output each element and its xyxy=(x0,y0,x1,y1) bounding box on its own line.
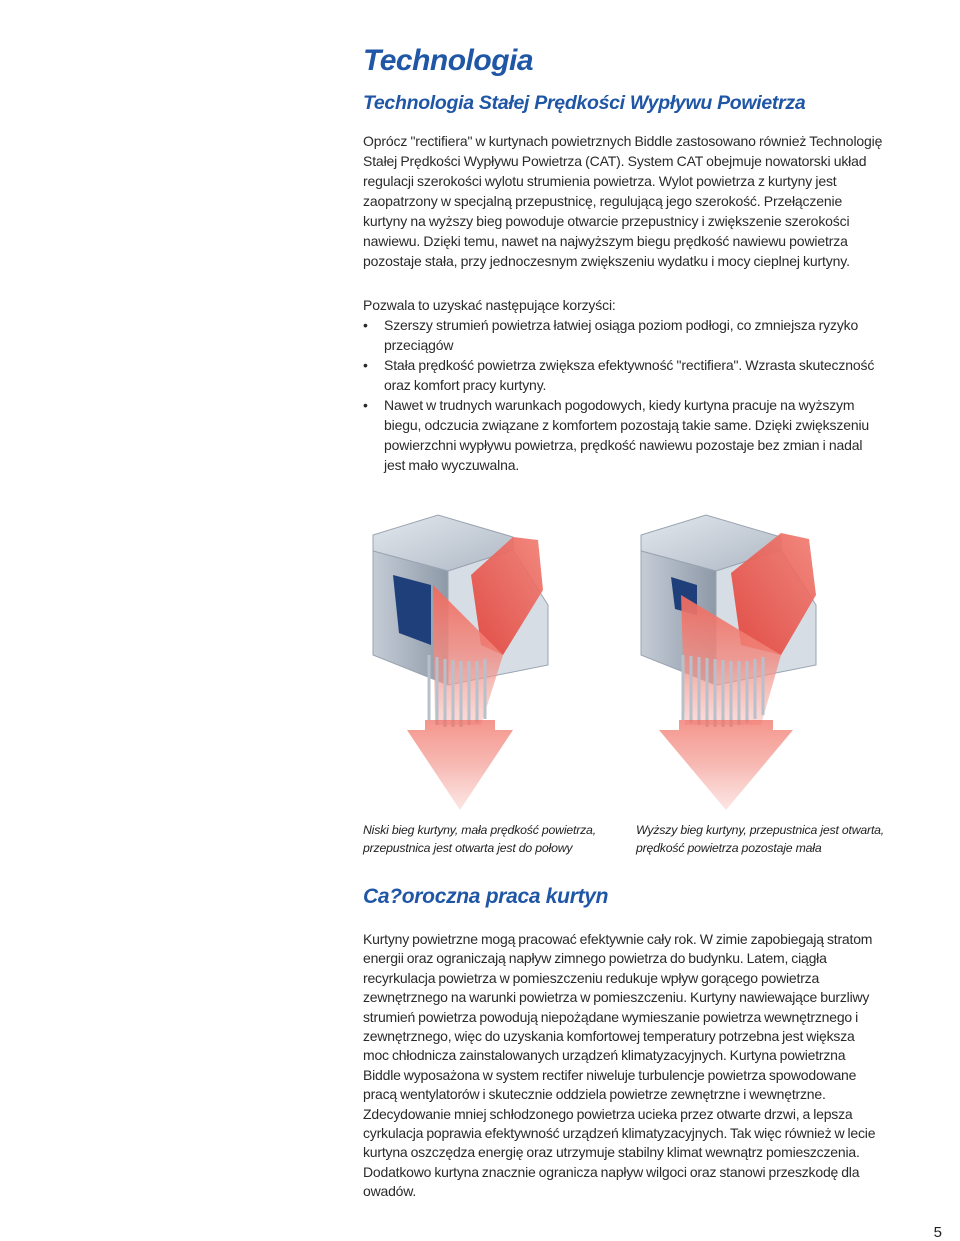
page-title: Technologia xyxy=(363,44,534,77)
caption-low-speed: Niski bieg kurtyny, mała prędkość powietrza, przepustnica jest otwarta jest do połowy xyxy=(363,823,596,855)
benefits-list xyxy=(363,315,883,475)
main-column xyxy=(363,44,883,475)
page-number: 5 xyxy=(933,1224,942,1241)
caption-high-speed: Wyższy bieg kurtyny, przepustnica jest otwarta, prędkość powietrza pozostaje mała xyxy=(636,823,885,855)
intro-paragraph: Oprócz "rectifiera" w kurtynach powietrznych Biddle zastosowano również Technologię Stałej Prędkości Wypływu Powietrza (CAT). System CAT obejmuje nowatorski układ regulacji szerokości wylotu strumienia powietrza. Wylot powietrza z kurtyny jest zaopatrzony w specjalną przepustnicę, regulującą jego szerokość. Przełączenie kurtyny na wyższy bieg powoduje otwarcie przepustnicy i zwiększenie szerokości nawiewu. Dzięki temu, nawet na najwyższym biegu prędkość nawiewu powietrza pozostaje stała, przy jednoczesnym zwiększeniu wydatku i mocy cieplnej kurtyny. xyxy=(363,133,883,269)
air-curtain-diagrams xyxy=(363,505,903,815)
benefit-item: • Szerszy strumień powietrza łatwiej osiąga poziom podłogi, co zmniejsza ryzyko przeciągów xyxy=(363,315,883,355)
year-round-paragraph: Kurtyny powietrzne mogą pracować efektywnie cały rok. W zimie zapobiegają stratom energii oraz ograniczają napływ zimnego powietrza do budynku. Latem, ciągła recyrkulacja powietrza w pomieszczeniu redukuje wpływ gorącego powietrza zewnętrznego na warunki powietrza w pomieszczeniu. Kurtyny nawiewające burzliwy strumień powietrza powodują niepożądane wymieszanie powietrza wewnętrznego i zewnętrznego, więc do uzyskania komfortowej temperatury potrzebna jest większa moc chłodnicza zainstalowanych urządzeń klimatyzacyjnych. Kurtyna powietrzna Biddle wyposażona w system rectifer niweluje turbulencje powietrza spowodowane pracą wentylatorów i skutecznie oddziela powietrze zewnętrzne i wewnętrzne. Zdecydowanie mniej schłodzonego powietrza ucieka przez otwarte drzwi, a lepsza cyrkulacja poprawia efektywność urządzeń klimatyzacyjnych. Tak więc również w lecie kurtyna oszczędza energię oraz utrzymuje stabilny klimat wewnątrz pomieszczenia. Dodatkowo kurtyna znacznie ogranicza napływ wilgoci oraz stanowi przeszkodę dla owadów. xyxy=(363,931,876,1200)
section-heading-year-round: Ca?oroczna praca kurtyn xyxy=(363,885,609,908)
air-outlet-arrow xyxy=(659,720,793,810)
benefit-item: • Stała prędkość powietrza zwiększa efektywność "rectifiera". Wzrasta skuteczność oraz komfort pracy kurtyny. xyxy=(363,355,883,395)
benefit-item: • Nawet w trudnych warunkach pogodowych, kiedy kurtyna pracuje na wyższym biegu, odczucia związane z komfortem pozostają takie same. Dzięki zwiększeniu powierzchni wypływu powietrza, prędkość nawiewu pozostaje bez zmian i nadal jest mało wyczuwalna. xyxy=(363,395,883,475)
high-speed-unit xyxy=(641,515,816,810)
section-heading-cat: Technologia Stałej Prędkości Wypływu Powietrza xyxy=(363,92,806,114)
low-speed-unit xyxy=(373,515,548,810)
benefits-intro: Pozwala to uzyskać następujące korzyści: xyxy=(363,297,616,313)
air-curtain-illustration xyxy=(363,505,903,815)
air-outlet-arrow xyxy=(407,720,513,810)
